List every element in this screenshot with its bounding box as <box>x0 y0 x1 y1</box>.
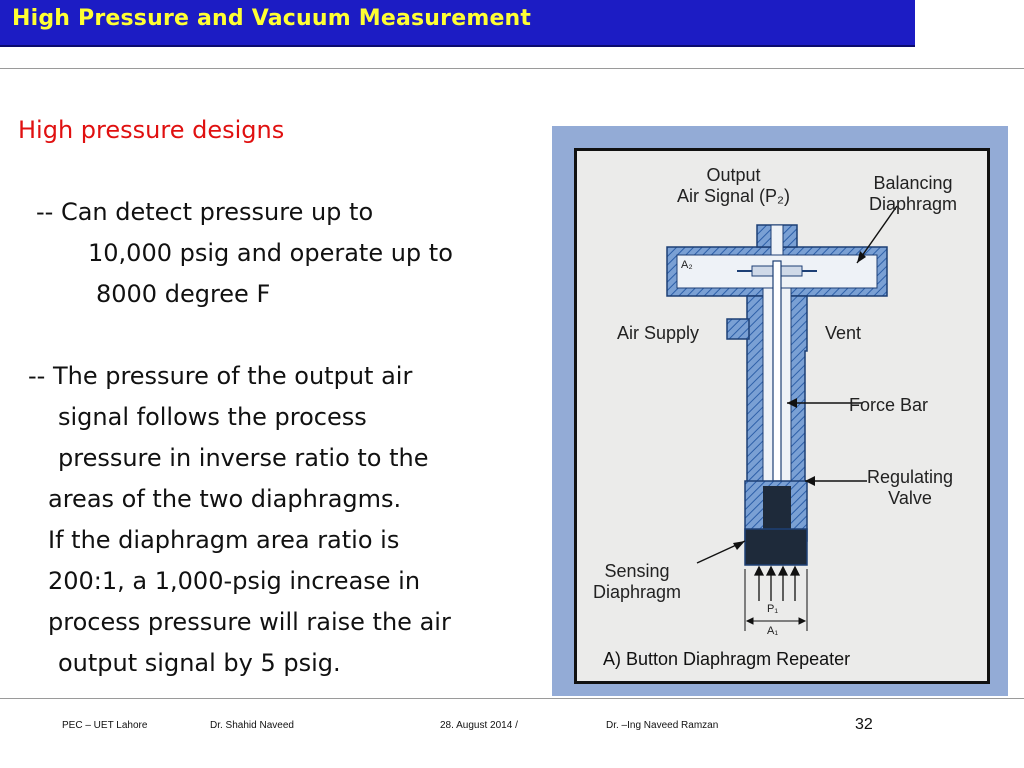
regulating-valve-label <box>867 467 953 508</box>
output-port <box>771 225 783 255</box>
header-divider <box>0 68 1024 69</box>
regulating-label-line1: Regulating <box>867 467 954 487</box>
bullet-line-8: If the diaphragm area ratio is <box>48 526 400 554</box>
air-supply-port <box>727 319 749 339</box>
footer-author: Dr. Shahid Naveed <box>210 720 294 731</box>
sensing-label-line1: Sensing <box>604 561 670 581</box>
sensing-diaphragm-block <box>745 529 807 565</box>
figure-caption: A) Button Diaphragm Repeater <box>603 649 851 669</box>
output-label-line2: Air Signal (P₂) <box>677 185 791 206</box>
bullet-line-9: 200:1, a 1,000-psig increase in <box>48 567 421 595</box>
bullet-line-4: -- The pressure of the output air <box>28 362 413 390</box>
a1-dimension <box>745 569 807 631</box>
slide-title: High Pressure and Vacuum Measurement <box>12 6 532 31</box>
bullet-line-2: 10,000 psig and operate up to <box>88 239 453 267</box>
section-heading: High pressure designs <box>18 116 285 144</box>
footer-institution: PEC – UET Lahore <box>62 720 148 731</box>
bullet-line-10: process pressure will raise the air <box>48 608 451 636</box>
bullet-line-11: output signal by 5 psig. <box>58 649 341 677</box>
bullet-line-7: areas of the two diaphragms. <box>48 485 402 513</box>
sensing-diaphragm-label <box>593 561 681 602</box>
bullet-line-1: -- Can detect pressure up to <box>36 198 374 226</box>
balancing-diaphragm-label <box>869 173 957 214</box>
footer-date: 28. August 2014 / <box>440 720 518 731</box>
p1-label: P₁ <box>767 603 779 615</box>
sensing-label-line2: Diaphragm <box>593 581 682 602</box>
regulating-valve-seat <box>763 486 791 531</box>
bullet-line-5: signal follows the process <box>58 403 367 431</box>
a2-label: A₂ <box>681 259 693 271</box>
vent-label: Vent <box>825 323 862 343</box>
button-diaphragm-repeater-diagram <box>574 148 990 684</box>
balancing-label-line1: Balancing <box>873 173 953 193</box>
bullet-line-3: 8000 degree F <box>96 280 271 308</box>
force-bar-label: Force Bar <box>849 395 929 415</box>
force-bar <box>773 261 781 481</box>
footer-coauthor: Dr. –Ing Naveed Ramzan <box>606 720 719 731</box>
a1-label: A₁ <box>767 625 779 637</box>
air-supply-label: Air Supply <box>617 323 700 343</box>
bullet-line-6: pressure in inverse ratio to the <box>58 444 429 472</box>
process-pressure-arrows <box>755 567 799 601</box>
title-bar <box>0 0 915 47</box>
output-air-signal-label <box>677 165 790 206</box>
output-label-line1: Output <box>706 165 761 185</box>
page-number: 32 <box>855 716 873 733</box>
diagram-frame <box>552 126 1008 696</box>
footer-divider <box>0 698 1024 699</box>
regulating-label-line2: Valve <box>888 487 932 508</box>
balancing-label-line2: Diaphragm <box>869 193 958 214</box>
